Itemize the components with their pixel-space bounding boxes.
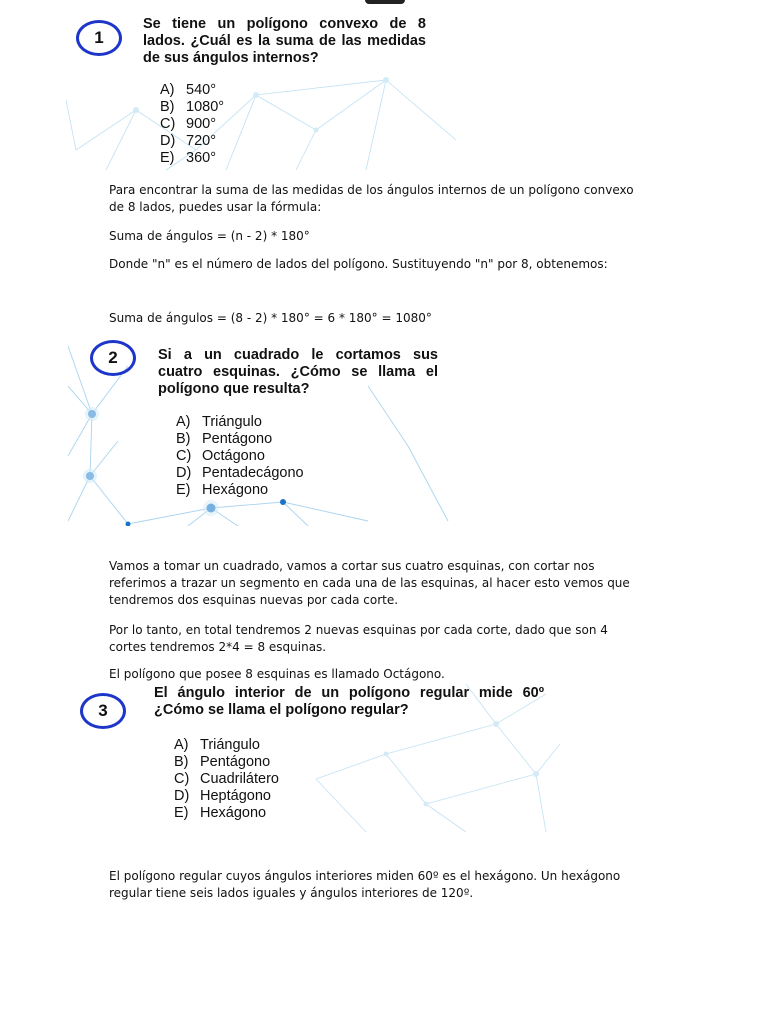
- option-letter: A): [176, 414, 191, 430]
- answer-1-paragraph: Para encontrar la suma de las medidas de los ángulos internos de un polígono convexo de 8 lados, puedes usar la fórmula:: [109, 183, 634, 214]
- question-number-badge: [80, 693, 126, 729]
- option-text: Hexágono: [200, 805, 267, 821]
- question-text: [158, 347, 438, 398]
- option-item: [160, 116, 224, 133]
- option-text: Hexágono: [202, 482, 269, 498]
- option-text: 900°: [186, 116, 216, 132]
- question-line: polígono que resulta?: [158, 381, 310, 397]
- question-line: Si a un cuadrado le cortamos sus: [158, 347, 438, 363]
- option-text: Triángulo: [200, 737, 260, 753]
- option-text: 1080°: [186, 99, 225, 115]
- question-line: de sus ángulos internos?: [143, 50, 319, 66]
- answer-2-paragraph: Vamos a tomar un cuadrado, vamos a cortar sus cuatro esquinas, con cortar nos referimos a trazar un segmento en cada una de las esquinas, al hacer esto vemos que tendremos dos esquinas nuevas por cada corte.: [109, 559, 630, 607]
- option-item: [176, 448, 304, 465]
- option-text: Pentágono: [200, 754, 271, 770]
- question-line: ¿Cómo se llama el polígono regular?: [154, 702, 409, 718]
- option-letter: E): [176, 482, 191, 498]
- question-line: El ángulo interior de un polígono regular mide 60º: [154, 685, 544, 701]
- question-line: lados. ¿Cuál es la suma de las medidas: [143, 33, 426, 49]
- answer-2-paragraph: Por lo tanto, en total tendremos 2 nuevas esquinas por cada corte, dado que son 4 cortes tendremos 2*4 = 8 esquinas.: [109, 623, 608, 654]
- option-item: [174, 771, 279, 788]
- question-3-block: [66, 684, 560, 834]
- option-list: [176, 414, 304, 499]
- option-item: [176, 431, 304, 448]
- option-item: [160, 99, 224, 116]
- option-item: [174, 805, 279, 822]
- option-letter: C): [174, 771, 190, 787]
- option-item: [176, 482, 304, 499]
- option-letter: C): [160, 116, 176, 132]
- option-letter: E): [174, 805, 189, 821]
- question-number-badge: [90, 340, 136, 376]
- answer-1-paragraph: Donde "n" es el número de lados del polígono. Sustituyendo "n" por 8, obtenemos:: [109, 257, 608, 271]
- option-item: [160, 82, 224, 99]
- question-text: [143, 16, 426, 67]
- option-text: Octágono: [202, 448, 265, 464]
- option-text: Pentágono: [202, 431, 273, 447]
- question-text: [154, 685, 544, 719]
- question-number-badge: [76, 20, 122, 56]
- option-letter: A): [174, 737, 189, 753]
- option-letter: B): [160, 99, 175, 115]
- option-letter: D): [174, 788, 190, 804]
- option-item: [160, 150, 224, 167]
- option-letter: A): [160, 82, 175, 98]
- answer-2-conclusion: El polígono que posee 8 esquinas es llamado Octágono.: [109, 667, 445, 681]
- option-letter: B): [174, 754, 189, 770]
- option-text: Pentadecágono: [202, 465, 304, 481]
- option-letter: B): [176, 431, 191, 447]
- option-text: 720°: [186, 133, 216, 149]
- option-list: [160, 82, 224, 167]
- option-item: [174, 788, 279, 805]
- question-number: 1: [94, 28, 104, 47]
- answer-1-result: Suma de ángulos = (8 - 2) * 180° = 6 * 180° = 1080°: [109, 311, 432, 325]
- option-list: [174, 737, 279, 822]
- question-number: 2: [108, 348, 118, 367]
- option-letter: D): [160, 133, 176, 149]
- option-item: [160, 133, 224, 150]
- answer-1-formula: Suma de ángulos = (n - 2) * 180°: [109, 229, 310, 243]
- option-item: [176, 465, 304, 482]
- option-text: Triángulo: [202, 414, 262, 430]
- option-letter: C): [176, 448, 192, 464]
- option-text: Cuadrilátero: [200, 771, 279, 787]
- option-text: 360°: [186, 150, 216, 166]
- answer-3-paragraph: El polígono regular cuyos ángulos interiores miden 60º es el hexágono. Un hexágono regular tiene seis lados iguales y ángulos interiores de 120º.: [109, 869, 621, 900]
- question-2-block: [68, 326, 453, 526]
- option-item: [174, 754, 279, 771]
- option-item: [174, 737, 279, 754]
- question-line: cuatro esquinas. ¿Cómo se llama el: [158, 364, 438, 380]
- option-text: 540°: [186, 82, 216, 98]
- option-letter: D): [176, 465, 192, 481]
- option-letter: E): [160, 150, 175, 166]
- question-number: 3: [98, 701, 108, 720]
- option-text: Heptágono: [200, 788, 271, 804]
- option-item: [176, 414, 304, 431]
- question-line: Se tiene un polígono convexo de 8: [143, 16, 426, 32]
- question-1-block: [66, 0, 466, 172]
